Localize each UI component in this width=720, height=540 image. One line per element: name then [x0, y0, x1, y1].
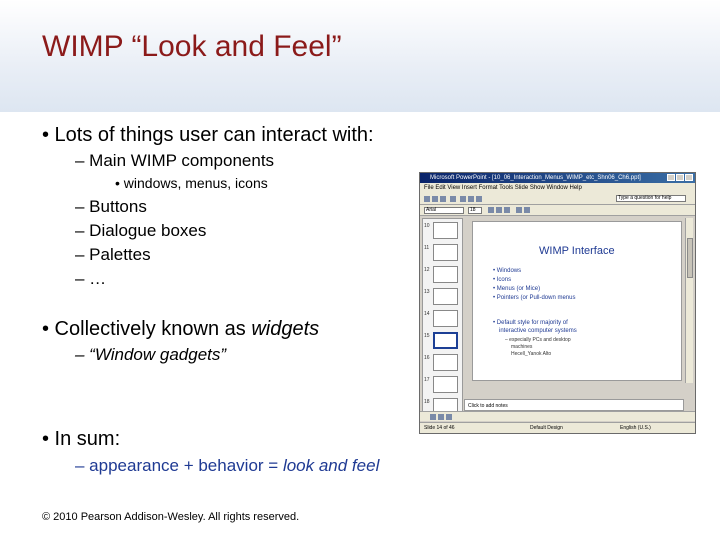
window-title: Microsoft PowerPoint - [10_06_Interaction_Menus_WIMP_etc_Shn06_Ch6.ppt]: [430, 175, 641, 181]
thumb-number: 14: [424, 311, 430, 317]
bullet-interact: • Lots of things user can interact with:: [42, 124, 374, 146]
status-design: Default Design: [530, 425, 563, 431]
cut-icon[interactable]: [460, 196, 466, 202]
paste-icon[interactable]: [476, 196, 482, 202]
view-slideshow-icon[interactable]: [446, 414, 452, 420]
embedded-bullet: • Default style for majority of: [493, 320, 568, 326]
window-titlebar: [420, 173, 695, 183]
slide-thumbnail-selected[interactable]: [433, 332, 458, 349]
close-icon[interactable]: [685, 174, 693, 181]
thumb-number: 12: [424, 267, 430, 273]
view-sorter-icon[interactable]: [438, 414, 444, 420]
slide-title: WIMP “Look and Feel”: [42, 30, 342, 63]
bullet-widgets: [42, 318, 319, 341]
formatting-toolbar: [420, 205, 695, 216]
new-icon[interactable]: [424, 196, 430, 202]
thumb-number: 18: [424, 399, 430, 405]
sub-main-wimp: – Main WIMP components: [75, 151, 275, 170]
powerpoint-screenshot: [419, 172, 696, 434]
copy-icon[interactable]: [468, 196, 474, 202]
sub-dialogue-boxes: – Dialogue boxes: [75, 221, 207, 240]
window-controls: [667, 174, 693, 181]
status-language: English (U.S.): [620, 425, 651, 431]
slide-editing-pane[interactable]: [472, 221, 682, 381]
help-search-input[interactable]: Type a question for help: [616, 195, 686, 202]
embedded-bullet: • Windows: [493, 268, 522, 274]
scrollbar-thumb[interactable]: [687, 238, 693, 278]
embedded-sub-bullet: machines: [511, 344, 533, 350]
sub-ellipsis: – …: [75, 269, 107, 288]
embedded-bullet-cont: interactive computer systems: [499, 328, 577, 334]
drawing-toolbar: [420, 411, 695, 421]
embedded-sub-bullet: Hecell_Yanok Alto: [511, 351, 552, 357]
slide-thumbnail-pane: [422, 218, 463, 419]
thumb-number: 11: [424, 245, 430, 251]
maximize-icon[interactable]: [676, 174, 684, 181]
slide-thumbnail[interactable]: [433, 244, 458, 261]
thumb-number: 17: [424, 377, 430, 383]
font-name-select[interactable]: Arial: [424, 207, 464, 214]
italic-icon[interactable]: [496, 207, 502, 213]
align-left-icon[interactable]: [516, 207, 522, 213]
embedded-slide-title: WIMP Interface: [539, 245, 615, 257]
bullet-in-sum: • In sum:: [42, 428, 121, 450]
look-and-feel-emphasis: look and feel: [282, 456, 380, 475]
widgets-emphasis: widgets: [251, 318, 320, 340]
slide-thumbnail[interactable]: [433, 354, 458, 371]
status-slide-number: Slide 14 of 46: [424, 425, 455, 431]
standard-toolbar: [420, 193, 695, 205]
copyright-footer: © 2010 Pearson Addison-Wesley. All rights reserved.: [42, 511, 300, 523]
slide-thumbnail[interactable]: [433, 266, 458, 283]
print-icon[interactable]: [450, 196, 456, 202]
notes-pane[interactable]: Click to add notes: [464, 399, 684, 411]
underline-icon[interactable]: [504, 207, 510, 213]
slide-thumbnail[interactable]: [433, 222, 458, 239]
thumb-number: 13: [424, 289, 430, 295]
save-icon[interactable]: [440, 196, 446, 202]
embedded-bullet: • Icons: [493, 277, 512, 283]
sub-sub-windows: • windows, menus, icons: [115, 175, 268, 191]
thumb-number: 16: [424, 355, 430, 361]
sub-palettes: – Palettes: [75, 245, 151, 264]
thumb-number: 10: [424, 223, 430, 229]
embedded-sub-bullet: – especially PCs and desktop: [505, 337, 571, 343]
sum-equation: [75, 456, 379, 476]
bullet-widgets-text: • Collectively known as: [42, 318, 252, 340]
status-bar: [420, 422, 695, 433]
slide-thumbnail[interactable]: [433, 376, 458, 393]
view-normal-icon[interactable]: [430, 414, 436, 420]
align-center-icon[interactable]: [524, 207, 530, 213]
embedded-bullet: • Pointers (or Pull-down menus: [493, 295, 576, 301]
minimize-icon[interactable]: [667, 174, 675, 181]
thumb-number: 15: [424, 333, 430, 339]
vertical-scrollbar[interactable]: [685, 218, 693, 383]
slide-thumbnail[interactable]: [433, 288, 458, 305]
menu-bar[interactable]: File Edit View Insert Format Tools Slide Show Window Help: [420, 183, 695, 193]
bold-icon[interactable]: [488, 207, 494, 213]
font-size-select[interactable]: 18: [468, 207, 482, 214]
sub-buttons: – Buttons: [75, 197, 147, 216]
sum-equation-text: – appearance + behavior =: [75, 456, 283, 475]
embedded-bullet: • Menus (or Mice): [493, 286, 541, 292]
slide-thumbnail[interactable]: [433, 310, 458, 327]
sub-window-gadgets: – “Window gadgets”: [75, 345, 227, 364]
open-icon[interactable]: [432, 196, 438, 202]
